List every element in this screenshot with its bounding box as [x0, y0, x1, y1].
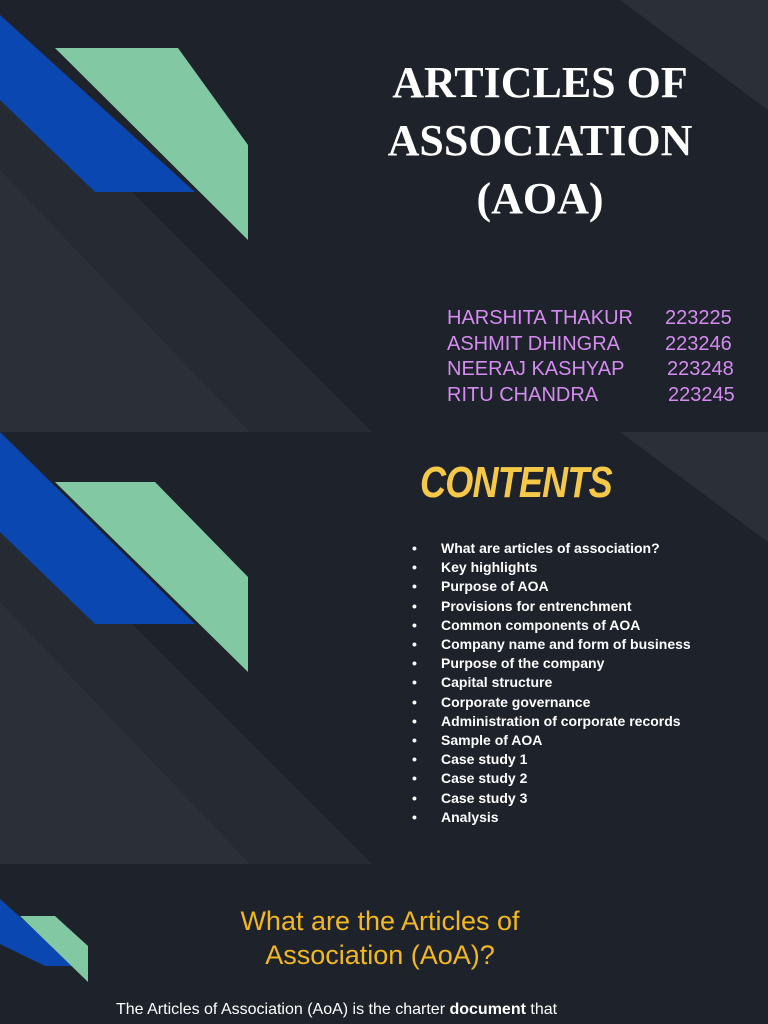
list-item-label: Corporate governance: [441, 693, 591, 710]
list-item: [412, 750, 691, 769]
author-row: [447, 357, 735, 383]
bullet-icon: •: [412, 789, 417, 806]
list-item: [412, 616, 691, 635]
section-title: [180, 904, 580, 972]
author-id: 223245: [668, 383, 735, 406]
author-id: 223246: [665, 332, 732, 355]
list-item-label: What are articles of association?: [441, 540, 660, 556]
bullet-icon: •: [412, 559, 417, 576]
list-item-label: Purpose of AOA: [441, 578, 549, 595]
list-item: [412, 635, 691, 654]
list-item: [412, 789, 691, 808]
bullet-icon: •: [412, 636, 417, 653]
bullet-icon: •: [412, 808, 417, 825]
bullet-icon: •: [412, 770, 417, 787]
definition-text: [116, 1001, 557, 1019]
bullet-icon: •: [412, 540, 417, 556]
list-item: [412, 731, 691, 750]
author-list: [447, 306, 735, 408]
list-item: [412, 712, 691, 731]
author-row: [447, 306, 735, 332]
author-name: ASHMIT DHINGRA: [447, 332, 620, 355]
dark-band-right: [620, 432, 768, 542]
author-name: NEERAJ KASHYAP: [447, 358, 625, 380]
list-item-label: Common components of AOA: [441, 616, 641, 633]
list-item-label: Administration of corporate records: [441, 712, 681, 729]
presentation-title: [340, 54, 740, 228]
list-item-label: Company name and form of business: [441, 636, 691, 653]
list-item: [412, 654, 691, 673]
list-item: [412, 808, 691, 827]
bullet-icon: •: [412, 655, 417, 672]
list-item-label: Capital structure: [441, 674, 553, 691]
section-title-line: What are the Articles of: [240, 906, 520, 936]
list-item: [412, 693, 691, 712]
list-item-label: Case study 1: [441, 751, 528, 768]
list-item: [412, 673, 691, 692]
bullet-icon: •: [412, 597, 417, 614]
section-title-line: Association (AoA)?: [265, 940, 495, 970]
title-line: (AOA): [476, 174, 604, 223]
body-bold-text: document: [449, 1001, 526, 1018]
list-item-label: Sample of AOA: [441, 732, 543, 749]
author-id: 223248: [667, 358, 734, 380]
contents-list: [412, 539, 691, 827]
list-item-label: Case study 3: [441, 789, 528, 806]
title-line: ARTICLES OF: [392, 58, 688, 107]
list-item-label: Analysis: [441, 808, 499, 825]
bullet-icon: •: [412, 732, 417, 749]
bullet-icon: •: [412, 578, 417, 595]
list-item: [412, 577, 691, 596]
bullet-icon: •: [412, 751, 417, 768]
list-item: [412, 558, 691, 577]
list-item: [412, 539, 691, 558]
bullet-icon: •: [412, 712, 417, 729]
body-text: The Articles of Association (AoA) is the charter: [116, 1001, 450, 1018]
list-item-label: Case study 2: [441, 770, 528, 787]
author-row: [447, 332, 735, 358]
body-text: that: [525, 1001, 558, 1018]
author-name: RITU CHANDRA: [447, 383, 599, 406]
title-line: ASSOCIATION: [387, 116, 693, 165]
list-item-label: Provisions for entrenchment: [441, 597, 632, 614]
bullet-icon: •: [412, 693, 417, 710]
bullet-icon: •: [412, 674, 417, 691]
contents-heading: CONTENTS: [420, 458, 612, 507]
bullet-icon: •: [412, 616, 417, 633]
list-item-label: Key highlights: [441, 559, 538, 576]
list-item: [412, 597, 691, 616]
author-name: HARSHITA THAKUR: [447, 307, 633, 329]
list-item: [412, 769, 691, 788]
title-slide: [0, 0, 768, 432]
list-item-label: Purpose of the company: [441, 655, 605, 672]
author-id: 223225: [665, 307, 732, 329]
author-row: [447, 383, 735, 409]
